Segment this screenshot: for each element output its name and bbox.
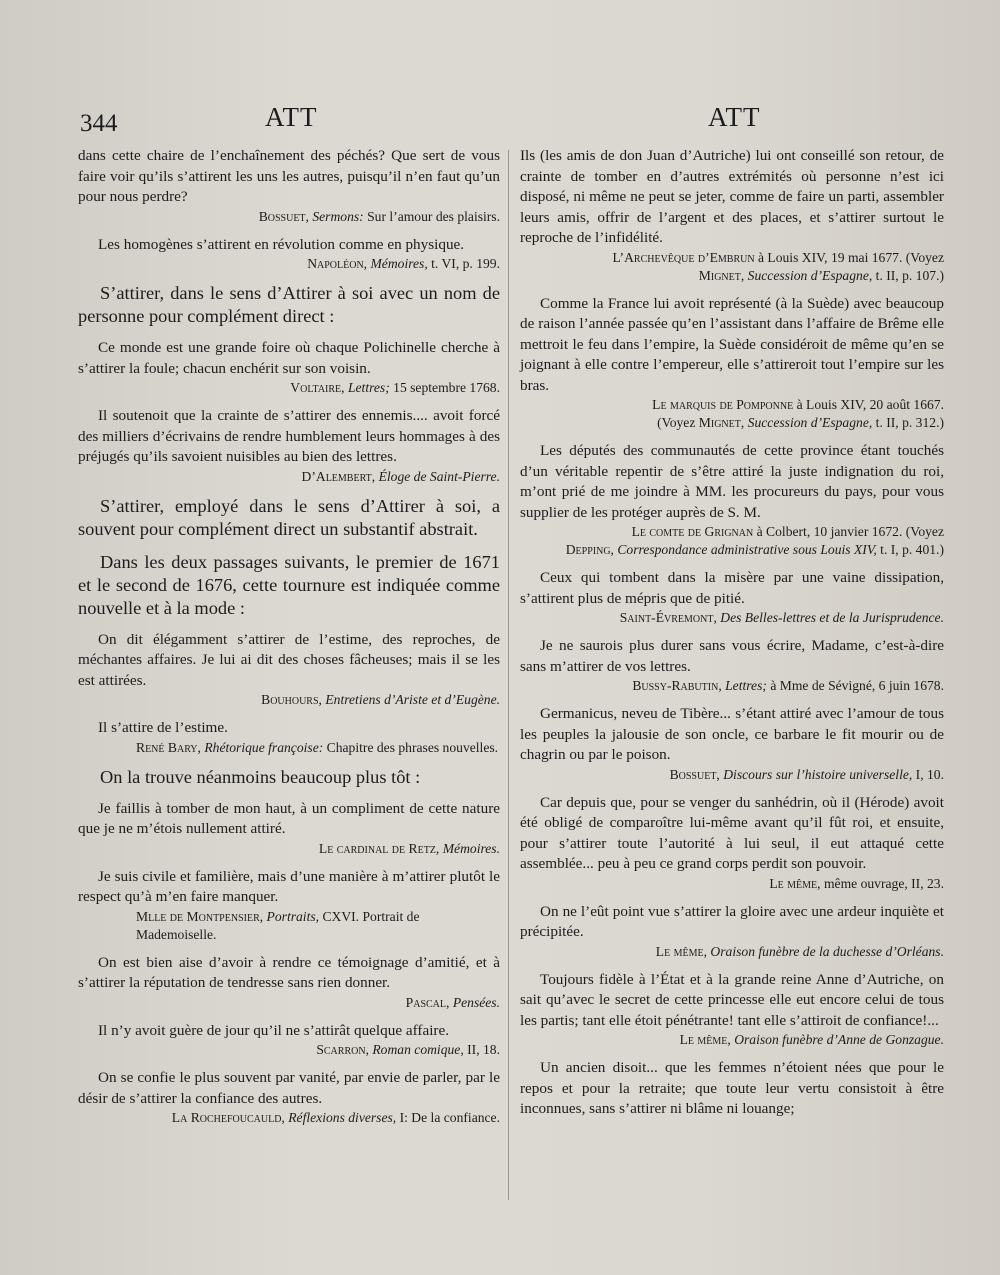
citation <box>78 739 500 757</box>
citation-author: Bossuet, <box>258 208 309 224</box>
citation <box>78 1041 500 1059</box>
citation-author: La Rochefoucauld, <box>171 1110 285 1125</box>
citation-work: Roman comique, <box>372 1042 464 1057</box>
citation <box>520 1031 944 1049</box>
quote: dans cette chaire de l’enchaînement des péchés? Que sert de vous faire voir qu’ils s’attirent les uns les autres, puisqu’il n’en faut qu’un pour nous perdre? <box>78 147 500 205</box>
citation-author: Bouhours, <box>261 692 322 707</box>
right-column <box>520 146 944 1120</box>
citation <box>520 943 944 961</box>
citation <box>78 379 500 397</box>
citation-author: Le marquis de Pomponne <box>652 397 794 412</box>
quote: Ce monde est une grande foire où chaque Polichinelle cherche à s’attirer la foule; chacun enchérit sur son voisin. <box>78 339 500 377</box>
citation-detail: même ouvrage, II, 23. <box>820 875 944 891</box>
citation <box>520 249 944 285</box>
citation-detail: à Louis XIV, 19 mai 1677. (Voyez <box>754 249 944 265</box>
citation-work: Discours sur l’histoire universelle, <box>723 766 913 782</box>
quote: Ils (les amis de don Juan d’Autriche) lui ont conseillé son retour, de crainte de tomber en d’autres extrémités où personne n’est ici disposé, ni même ne peut se jeter, comme de faire un parti, assembler leurs amis, offrir de l’argent et des places, et s’attirer surtout le reproche de l’infidélité. <box>520 147 944 246</box>
citation-work: Entretiens d’Ariste et d’Eugène. <box>325 692 500 707</box>
section-heading: S’attirer, dans le sens d’Attirer à soi avec un nom de personne pour complément direct : <box>78 283 500 326</box>
citation-detail: I: De la confiance. <box>396 1110 500 1125</box>
citation-detail: Chapitre des phrases nouvelles. <box>323 739 499 755</box>
citation-author: Mignet, <box>698 415 745 430</box>
quote: On dit élégamment s’attirer de l’estime, des reproches, de méchantes affaires. Je lui ai dit des choses fâcheuses; mais il se les est attirées. <box>78 630 500 689</box>
citation <box>78 908 500 944</box>
citation-work: Pensées. <box>452 994 500 1010</box>
citation-work: Oraison funèbre de la duchesse d’Orléans. <box>710 943 944 959</box>
quote: On ne l’eût point vue s’attirer la gloire avec une ardeur inquiète et précipitée. <box>520 902 944 940</box>
citation-author: Le cardinal de Retz, <box>318 840 440 856</box>
citation-detail: à Mme de Sévigné, 6 juin 1678. <box>766 678 944 693</box>
citation-author: Voltaire, <box>290 380 345 395</box>
citation-work: Mémoires. <box>442 840 500 856</box>
citation-work: Succession d’Espagne, <box>747 415 873 430</box>
citation-detail: CXVI. Portrait de Mademoiselle. <box>136 908 420 942</box>
citation-author: Pascal, <box>405 994 450 1010</box>
citation <box>78 691 500 709</box>
citation-author: Scarron, <box>316 1042 369 1057</box>
running-head-right: ATT <box>708 102 761 132</box>
section-heading: On la trouve néanmoins beaucoup plus tôt : <box>100 766 421 787</box>
citation-detail: à Colbert, 10 janvier 1672. (Voyez <box>753 524 944 539</box>
citation-author: Bossuet, <box>669 766 720 782</box>
column-divider <box>508 150 509 1200</box>
citation <box>520 677 944 695</box>
citation-author: Saint-Évremont, <box>619 610 717 625</box>
citation <box>78 468 500 486</box>
citation <box>78 208 500 226</box>
citation-detail: (Voyez <box>657 415 699 430</box>
section-heading: Dans les deux passages suivants, le premier de 1671 et le second de 1676, cette tournure est indiquée comme nouvelle et à la mode : <box>78 551 500 618</box>
citation-author: Bussy-Rabutin, <box>632 678 722 693</box>
citation-author: Napoléon, <box>307 256 368 271</box>
citation-work: Portraits, <box>266 908 320 924</box>
quote: Je suis civile et familière, mais d’une manière à m’attirer plutôt le respect qu’à m’en faire manquer. <box>78 867 500 905</box>
citation-work: Mémoires, <box>370 256 428 271</box>
citation-author: Depping, <box>565 542 614 557</box>
quote: Comme la France lui avoit représenté (à la Suède) avec beaucoup de raison l’année passée qu’en l’assistant dans l’affaire de Brême elle mettroit le feu dans l’empire, la Suède considéroit de même qu’en se joignant à elle contre l’empereur, elle s’attireroit tout l’empire sur les bras. <box>520 294 944 394</box>
citation-work: Rhétorique françoise: <box>204 739 324 755</box>
quote: Il n’y avoit guère de jour qu’il ne s’attirât quelque affaire. <box>98 1021 450 1039</box>
citation-detail: t. VI, p. 199. <box>427 256 500 271</box>
citation-work: Succession d’Espagne, <box>747 267 873 283</box>
citation <box>78 840 500 858</box>
citation-detail: 15 septembre 1768. <box>389 380 500 395</box>
citation-work: Éloge de Saint-Pierre. <box>378 468 500 484</box>
quote: On se confie le plus souvent par vanité, par envie de parler, par le désir de s’attirer la confiance des autres. <box>78 1069 500 1107</box>
citation <box>78 994 500 1012</box>
citation-author: Le même, <box>679 1032 731 1047</box>
citation-detail: à Louis XIV, 20 août 1667. <box>793 397 944 412</box>
citation-detail: t. II, p. 107.) <box>872 267 944 283</box>
section-heading: S’attirer, employé dans le sens d’Attirer à soi, a souvent pour complément direct un substantif abstrait. <box>78 495 500 539</box>
citation-detail: II, 18. <box>463 1042 500 1057</box>
quote: Germanicus, neveu de Tibère... s’étant attiré avec l’amour de tous les peuples la jalousie de son oncle, ce barbare le fit mourir ou de chagrin ou par le poison. <box>520 705 944 763</box>
citation <box>78 255 500 273</box>
citation-author: Le même, <box>655 943 708 959</box>
citation-work: Lettres; <box>725 678 767 693</box>
citation-detail: I, 10. <box>912 766 944 782</box>
citation-work: Oraison funèbre d’Anne de Gonzague. <box>734 1032 944 1047</box>
page-number: 344 <box>80 110 118 137</box>
citation-work: Lettres; <box>347 380 390 395</box>
citation-author: Mlle de Montpensier, <box>136 908 264 924</box>
citation-author: Le même, <box>769 875 821 891</box>
citation-work: Réflexions diverses, <box>288 1110 397 1125</box>
citation <box>520 609 944 627</box>
left-column <box>78 146 500 1136</box>
citation-work: Sermons: <box>312 208 364 224</box>
citation-author: René Bary, <box>136 739 201 755</box>
citation-author: L’Archevêque d’Embrun <box>612 249 755 265</box>
quote: Je faillis à tomber de mon haut, à un compliment de cette nature que je ne m’étois nullement attiré. <box>78 799 500 837</box>
quote: Il soutenoit que la crainte de s’attirer des ennemis.... avoit forcé des milliers d’écrivains de rendre humblement leurs hommages à des préjugés qu’ils savoient nuisibles au bien des lettres. <box>78 407 500 465</box>
citation <box>78 1109 500 1127</box>
citation <box>520 523 944 559</box>
citation <box>520 766 944 784</box>
citation-author: Mignet, <box>698 267 745 283</box>
quote: Toujours fidèle à l’État et à la grande reine Anne d’Autriche, on sait qu’avec le secret de cette princesse elle eut encore celui de tous les partis; tant elle étoit pénétrante! tant elle s’attiroit de confiance!... <box>520 970 944 1029</box>
citation <box>520 875 944 893</box>
quote: Il s’attire de l’estime. <box>98 719 228 736</box>
quote: Les homogènes s’attirent en révolution comme en physique. <box>98 235 465 253</box>
citation-detail: t. I, p. 401.) <box>876 542 944 557</box>
quote: Ceux qui tombent dans la misère par une vaine dissipation, s’attirent plus de mépris que de pitié. <box>520 569 944 607</box>
citation-detail: t. II, p. 312.) <box>872 415 944 430</box>
citation-author: Le comte de Grignan <box>631 524 754 539</box>
quote: On est bien aise d’avoir à rendre ce témoignage d’amitié, et à s’attirer la réputation de tendresse sans rien donner. <box>78 953 500 991</box>
quote: Car depuis que, pour se venger du sanhédrin, où il (Hérode) avoit été obligé de comparoître lui-même avant qu’il fût roi, et ensuite, pour s’attirer toute l’autorité à lui seul, il eut attaqué cette assemblée... peu à peu ce grand corps perdit son pouvoir. <box>520 793 944 872</box>
quote: Je ne saurois plus durer sans vous écrire, Madame, c’est-à-dire sans m’attirer de vos lettres. <box>520 637 944 675</box>
running-head-left: ATT <box>265 102 318 132</box>
citation-work: Des Belles-lettres et de la Jurisprudence. <box>720 610 944 625</box>
citation <box>520 396 944 432</box>
citation-work: Correspondance administrative sous Louis XIV, <box>617 542 877 557</box>
citation-author: D’Alembert, <box>301 468 376 484</box>
quote: Les députés des communautés de cette province étant touchés d’un véritable repentir de s’être attiré la juste indignation du roi, m’ont prié de me joindre à MM. les procureurs du pays, pour vous supplier de les protéger auprès de S. M. <box>520 442 944 521</box>
quote: Un ancien disoit... que les femmes n’étoient nées que pour le repos et pour la retraite; que toute leur vertu consistoit à être inconnues, sans s’attirer ni blâme ni louange; <box>520 1059 944 1117</box>
citation-detail: Sur l’amour des plaisirs. <box>363 208 500 224</box>
